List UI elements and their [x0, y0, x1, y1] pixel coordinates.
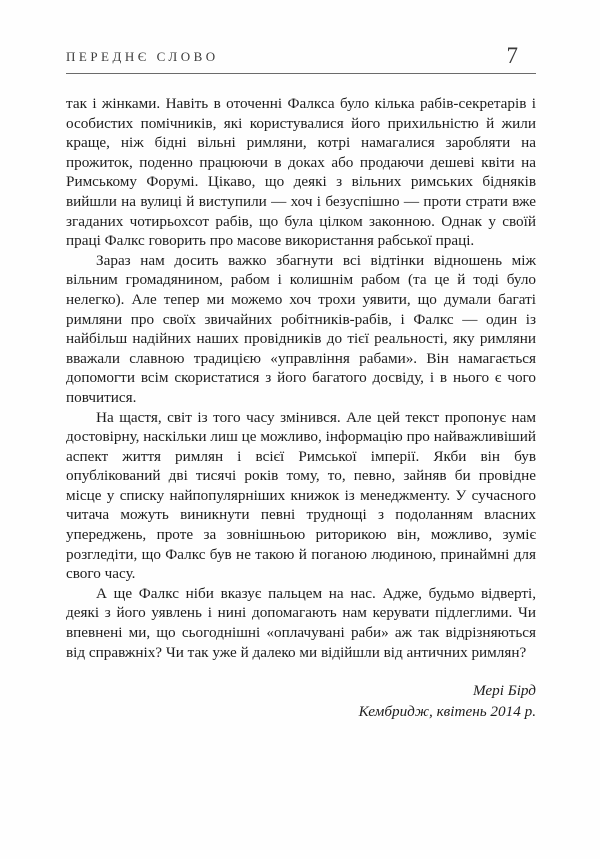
page-body	[66, 94, 536, 722]
paragraph: На щастя, світ із того часу змінився. Але цей текст пропонує нам достовірну, наскільки лиш це можливо, інформацію про найважливіший аспект життя римлян і всієї Римської імперії. Якби він був опублікований дві тисячі років тому, то, певно, зайняв би провідне місце у списку найпопулярніших книжок із менеджменту. У сучасного читача можуть виникнути певні труднощі з подоланням власних упереджень, проте за зовнішньою риторикою він, можливо, зуміє розгледіти, що Фалкс був не такою й поганою людиною, принаймні для свого часу.	[66, 408, 536, 583]
header-rule	[66, 73, 536, 74]
page-number: 7	[506, 43, 518, 68]
page-header	[66, 44, 536, 67]
paragraph: А ще Фалкс ніби вказує пальцем на нас. Адже, будьмо відверті, деякі з його уявлень і нині допомагають нам керувати підлеглими. Чи впевнені ми, що сьогоднішні «оплачувані раби» аж так відрізняються від справжніх? Чи так уже й далеко ми відійшли від античних римлян?	[66, 584, 536, 661]
running-title: ПЕРЕДНЄ СЛОВО	[66, 49, 219, 64]
signature-author: Мері Бірд	[472, 682, 536, 700]
signature-place-date: Кембридж, квітень 2014 р.	[358, 703, 536, 721]
signature-block	[66, 680, 536, 722]
paragraph: Зараз нам досить важко збагнути всі відтінки відношень між вільним громадянином, рабом і колишнім рабом (та це й тоді було нелегко). Але тепер ми можемо хоч трохи уявити, що думали багаті римляни про своїх звичайних робітників-рабів, і Фалкс — один із найбільш надійних наших провідників до тієї реальності, яку римляни вважали славною традицією «управління рабами». Він намагається допомогти всім скористатися з його багатого досвіду, і в нього є чого повчитися.	[66, 251, 536, 406]
paragraph: так і жінками. Навіть в оточенні Фалкса було кілька рабів-секретарів і особистих помічників, які користувалися його прихильністю й жили краще, ніж бідні вільні римляни, котрі намагалися заробляти на прожиток, поденно працюючи в доках або продаючи дешеві квіти на Римському Форумі. Цікаво, що деякі з вільних римських бідняків вийшли на вулиці й виступили — хоч і безуспішно — проти страти вже згаданих чотирьохсот рабів, що була цілком законною. Однак у своїй праці Фалкс говорить про масове використання рабської праці.	[66, 95, 536, 250]
